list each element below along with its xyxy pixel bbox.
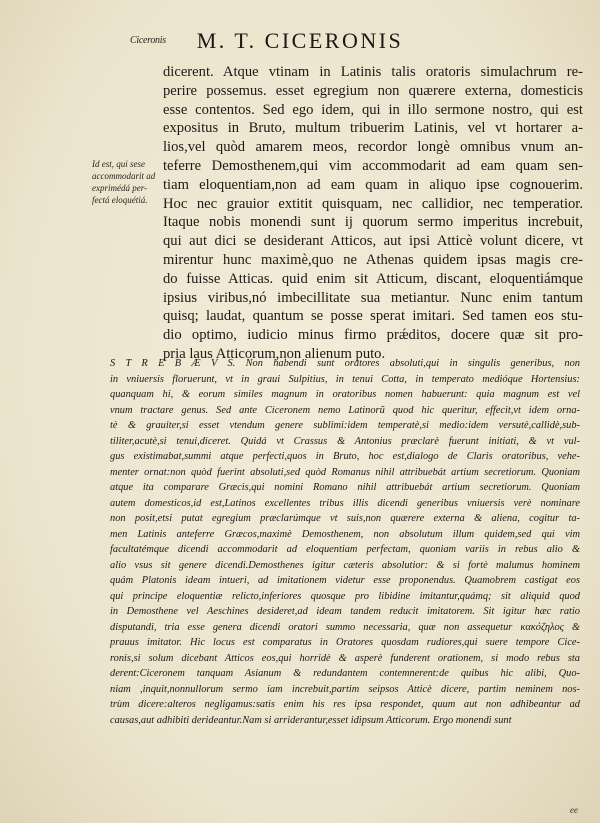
- corner-mark: Ciceronis: [130, 35, 166, 46]
- commentary-line: S T R E B Æ V S. Non habendi sunt oratores absoluti,qui in singulis generibus, non: [110, 358, 580, 369]
- main-text-line: quisq; laudat, quantum se posse sperat imitari. Sed tamen eos stu-: [163, 308, 583, 325]
- margin-gloss: [92, 158, 162, 206]
- commentary-line: facultatémque dicendi accommodarit ad eloquentiam perfectam, quoniam variis in rebus alio &: [110, 544, 580, 555]
- main-text-line: esse contentos. Sed ego idem, qui in illo sermone nostro, qui est: [163, 101, 583, 118]
- signature-mark: ee: [570, 805, 578, 815]
- commentary-line: ronis,si solum dicebant Atticos eos,qui horridè & asperè funderent orationem, si modo rebus sta: [110, 652, 580, 664]
- main-text-line: Hoc nec grauior extitit quisquam, nec callidior, nec temperatior.: [163, 195, 583, 212]
- commentary-line: men Latinis anteferre Græcos,maximè Demosthenem, non absolutum illum quidem,sed qui vim: [110, 528, 580, 540]
- commentary-line: quanquam hi, & eorum similes magnum in oratoribus nomen habuerunt: quia magnum est vel: [110, 389, 580, 400]
- gloss-line: exprimédá per-: [92, 183, 148, 193]
- main-text-line: dio optimo, iudicio minus firmo prǽditos, docere quæ sit pro-: [163, 327, 583, 344]
- commentary: [110, 356, 580, 728]
- commentary-line: vnum tractare genus. Sed ante Ciceronem nemo Latinorũ quod hic queritur, effecit,vt idem orna-: [110, 404, 580, 416]
- commentary-line: tiliter,acutè,si tenui,diceret. Quidá vt Crassus & Antonius præclarè fuerunt initiati, & vt vul-: [110, 435, 580, 447]
- main-text-line: perire possemus. esset egregium non quærere externa, domesticis: [163, 82, 583, 99]
- commentary-line: niam ,inquit,nonnullorum sermo iam increbuit,partim seipsos Atticè dicere, partim neminem nos-: [110, 683, 580, 695]
- main-text-line: dicerent. Atque vtinam in Latinis talis oratoris simulachrum re-: [163, 64, 583, 80]
- commentary-line: trùm dicere:alteros negligamus:satis enim his res ipsa respondet, quum aut non adhibeantur ad: [110, 699, 580, 710]
- commentary-line: alio vsus sit genere dicendi.Demosthenes igitur cæteris absolutior: & si fortè malumus hominem: [110, 559, 580, 571]
- commentary-line: prauus imitator. Hic locus est comparatus in Oratores quosdam rudiores,qui suere tempore Cice-: [110, 637, 580, 648]
- commentary-line: gus existimabat,summi atque perfecti,quos in Bruto, hoc est,dialogo de Claris oratoribus, vehe-: [110, 451, 580, 462]
- gloss-line: accommodarit ad: [92, 171, 156, 181]
- running-header: M. T. CICERONIS: [196, 28, 404, 53]
- main-text-line: Itaque nobis monendi sunt ij quorum sermo imperitus increbuit,: [163, 214, 583, 231]
- commentary-line: tè & grauiter,si esset vtendum genere sublimi:idem temperatè,si medio:idem versutè,callidè,sub-: [110, 420, 580, 431]
- main-text-line: do fuisse Atticas. quid enim sit Atticum, discant, eloquentiámque: [163, 270, 583, 287]
- commentary-line: atque ita comparare Græcis,qui nomini Romano nihil attribuebát artium secretiorum. Quoniam: [110, 482, 580, 493]
- main-text-line: lios,vel quòd amarem meos, recordor longè omnibus vnum an-: [163, 139, 583, 156]
- commentary-line: causas,aut adhibiti derideantur.Nam si arriderantur,esset idipsum Atticorum. Ergo monendi sunt: [110, 714, 512, 726]
- main-text-line: tiam eloquentiam,non ad eam quam in aliquo ipse cognouerim.: [163, 176, 583, 193]
- main-text-line: ipsius viribus,nó imbecillitate sua metiantur. Nunc enim tantum: [163, 289, 583, 306]
- commentary-line: menter ornat:non quòd fuerint absoluti,sed quòd Romanus nihil attribuebát artium secretiorum. Quoniam: [110, 466, 580, 478]
- main-text-line: pria laus Atticorum,non alienum puto.: [163, 345, 386, 362]
- gloss-line: Id est, qui sese: [92, 159, 145, 169]
- commentary-line: non posit,etsi putat egregium præclarúmque vt suis,non quærere externa & aliena, cogitur ta-: [110, 513, 580, 524]
- main-text-line: expositus in Bruto, multum tribuerim Latinis, vel vt hortarer a-: [163, 120, 583, 137]
- gloss-line: fectá eloquétiá.: [92, 195, 148, 205]
- main-text: [163, 63, 583, 364]
- main-text-line: mirentur hunc maximè,quo ne Athenas quidem ipsas magis cre-: [163, 251, 583, 268]
- commentary-line: disputandi, tria esse genera dicendi oratori summo necessaria, quæ non assequetur κακόζηλος &: [110, 621, 580, 633]
- commentary-line: quám Platonis ideam intueri, ad imitationem videtur esse proponendus. Quamobrem castigat eos: [110, 575, 580, 586]
- main-text-line: teferre Demosthenem,qui vim accommodarit ad eam quam sen-: [163, 157, 583, 174]
- commentary-line: autem domesticos,id est,Latinos excellentes tribus illis dicendi generibus vniuersis verè nominare: [110, 497, 580, 509]
- commentary-line: qui principe eloquentiæ relicto,inferiores quosque pro libidine imitantur,quámq; sit aliquid quod: [110, 590, 580, 602]
- commentary-line: in vniuersis floruerunt, vt in graui Sulpitius, in tenui Cotta, in temperato medióque Hortensius:: [110, 373, 580, 385]
- commentary-line: in Demosthene vel Aeschines desideret,ad ideam tandem reducit imitatorem. Sit igitur hæc ratio: [110, 606, 580, 617]
- main-text-line: qui aut dici se desiderant Atticos, aut ipsi Atticè volunt dicere, vt: [163, 233, 583, 250]
- commentary-line: derent:Ciceronem tanquam Asianum & redundantem contemnerent:de quibus hic alibi, Quo-: [110, 668, 580, 679]
